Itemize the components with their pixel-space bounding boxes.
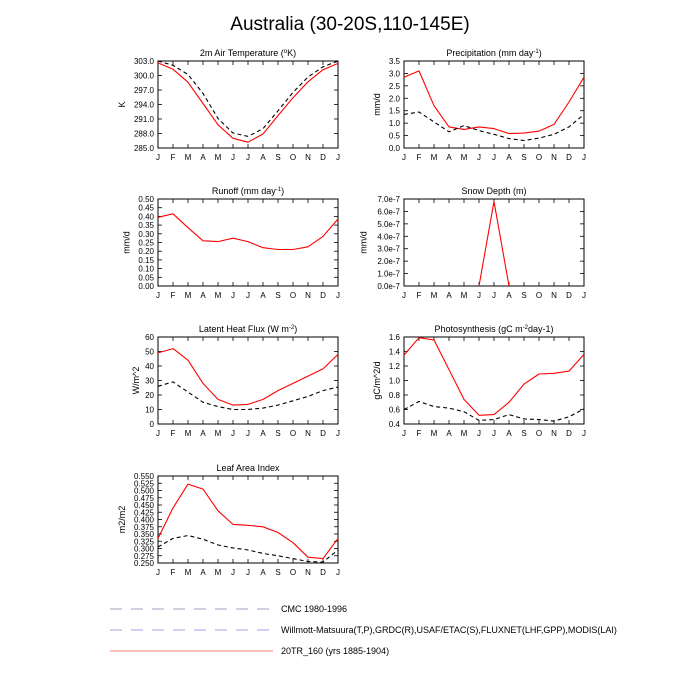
y-tick-label: 3.0 bbox=[388, 69, 400, 79]
x-tick-label: J bbox=[246, 429, 250, 438]
y-tick-label: 0.4 bbox=[388, 420, 400, 429]
x-tick-label: A bbox=[506, 429, 512, 438]
y-tick-label: 0.400 bbox=[133, 515, 154, 525]
observed-series-line bbox=[404, 402, 584, 422]
x-tick-label: D bbox=[320, 568, 326, 577]
x-tick-label: J bbox=[246, 291, 250, 300]
x-tick-label: J bbox=[402, 429, 406, 438]
y-tick-label: 1.0e-7 bbox=[377, 269, 400, 279]
x-tick-label: J bbox=[156, 429, 160, 438]
x-tick-label: D bbox=[320, 153, 326, 162]
y-tick-label: 1.0 bbox=[388, 376, 400, 386]
x-tick-label: J bbox=[492, 291, 496, 300]
y-tick-label: 0.35 bbox=[138, 221, 154, 231]
plot-frame bbox=[404, 199, 584, 286]
x-tick-label: J bbox=[582, 291, 586, 300]
observed-series-line bbox=[158, 536, 338, 563]
y-tick-label: 1.2 bbox=[388, 362, 400, 371]
x-tick-label: J bbox=[336, 153, 340, 162]
model-series-line bbox=[479, 202, 509, 287]
y-tick-label: 303.0 bbox=[133, 57, 154, 66]
x-tick-label: M bbox=[214, 153, 222, 162]
x-tick-label: D bbox=[566, 429, 572, 438]
plot-frame bbox=[158, 61, 338, 148]
legend-label-1: CMC 1980-1996 bbox=[281, 604, 348, 614]
x-tick-label: A bbox=[260, 429, 266, 438]
y-tick-label: 7.0e-7 bbox=[377, 195, 400, 204]
y-tick-label: 0.300 bbox=[133, 544, 154, 554]
x-tick-label: M bbox=[214, 291, 222, 300]
y-tick-label: 294.0 bbox=[133, 100, 154, 110]
y-tick-label: 300.0 bbox=[133, 71, 154, 81]
legend-label-3: 20TR_160 (yrs 1885-1904) bbox=[281, 646, 390, 656]
figure-title: Australia (30-20S,110-145E) bbox=[230, 14, 470, 35]
x-tick-label: J bbox=[336, 429, 340, 438]
y-tick-label: 60 bbox=[145, 333, 154, 342]
y-tick-label: 297.0 bbox=[133, 86, 154, 95]
panel-title: Precipitation (mm day$^{-1}$) bbox=[446, 48, 542, 58]
x-tick-label: A bbox=[200, 153, 206, 162]
x-tick-label: M bbox=[184, 153, 192, 162]
y-tick-label: 0.450 bbox=[133, 501, 154, 510]
x-tick-label: J bbox=[336, 568, 340, 577]
y-tick-label: 30 bbox=[145, 376, 154, 386]
x-tick-label: N bbox=[305, 153, 311, 162]
y-tick-label: 0.40 bbox=[138, 212, 154, 222]
x-tick-label: J bbox=[156, 153, 160, 162]
y-tick-label: 0.10 bbox=[138, 264, 154, 274]
x-tick-label: M bbox=[184, 291, 192, 300]
x-tick-label: O bbox=[289, 153, 297, 162]
x-tick-label: D bbox=[320, 291, 326, 300]
y-tick-label: 2.0 bbox=[388, 94, 400, 104]
x-tick-label: F bbox=[416, 153, 422, 162]
x-tick-label: M bbox=[430, 291, 438, 300]
x-tick-label: A bbox=[260, 291, 266, 300]
x-tick-label: F bbox=[170, 568, 176, 577]
x-tick-label: A bbox=[446, 153, 452, 162]
x-tick-label: M bbox=[214, 429, 222, 438]
x-tick-label: S bbox=[521, 429, 527, 438]
y-tick-label: 0.550 bbox=[133, 472, 154, 481]
y-tick-label: 1.6 bbox=[388, 333, 400, 342]
y-axis-label: gC/m^2/d bbox=[372, 361, 383, 400]
y-tick-label: 0.05 bbox=[138, 273, 154, 283]
x-tick-label: S bbox=[275, 429, 281, 438]
x-tick-label: J bbox=[246, 568, 250, 577]
x-tick-label: M bbox=[184, 429, 192, 438]
x-tick-label: J bbox=[477, 429, 481, 438]
panel-title: 2m Air Temperature ($^o$K) bbox=[199, 48, 297, 58]
x-tick-label: O bbox=[289, 429, 297, 438]
y-tick-label: 1.4 bbox=[388, 347, 400, 357]
y-tick-label: 0.375 bbox=[133, 522, 154, 532]
plot-frame bbox=[404, 61, 584, 148]
y-tick-label: 0.275 bbox=[133, 551, 154, 561]
plot-frame bbox=[404, 337, 584, 424]
y-tick-label: 10 bbox=[145, 405, 154, 415]
x-tick-label: D bbox=[566, 291, 572, 300]
y-tick-label: 0 bbox=[149, 420, 154, 429]
y-tick-label: 0.525 bbox=[133, 479, 154, 489]
y-tick-label: 0.00 bbox=[138, 282, 154, 291]
x-tick-label: O bbox=[535, 429, 543, 438]
chart-panel-5 bbox=[131, 324, 340, 438]
x-tick-label: J bbox=[336, 291, 340, 300]
x-tick-label: O bbox=[535, 153, 543, 162]
y-tick-label: 0.5 bbox=[388, 131, 400, 141]
model-series-line bbox=[158, 349, 338, 406]
y-tick-label: 0.15 bbox=[138, 255, 154, 265]
chart-panel-2 bbox=[372, 48, 586, 162]
y-axis-label: mm/d bbox=[121, 231, 132, 254]
y-tick-label: 0.8 bbox=[388, 391, 400, 400]
panel-title: Leaf Area Index bbox=[216, 463, 280, 473]
y-tick-label: 0.0 bbox=[388, 144, 400, 153]
y-tick-label: 0.425 bbox=[133, 508, 154, 518]
observed-series-line bbox=[404, 112, 584, 141]
model-series-line bbox=[404, 71, 584, 134]
chart-panels bbox=[117, 48, 586, 577]
x-tick-label: J bbox=[231, 568, 235, 577]
x-tick-label: O bbox=[289, 568, 297, 577]
x-tick-label: N bbox=[551, 429, 557, 438]
x-tick-label: J bbox=[231, 291, 235, 300]
observed-series-line bbox=[158, 382, 338, 410]
y-tick-label: 0.6 bbox=[388, 405, 400, 415]
chart-panel-1 bbox=[117, 48, 340, 162]
y-axis-label: mm/d bbox=[358, 231, 369, 254]
x-tick-label: M bbox=[430, 429, 438, 438]
panel-title: Latent Heat Flux (W $m^{-2}$) bbox=[198, 324, 298, 334]
x-tick-label: J bbox=[582, 153, 586, 162]
y-tick-label: 2.5 bbox=[388, 81, 400, 91]
legend bbox=[110, 604, 617, 656]
y-tick-label: 0.45 bbox=[138, 203, 154, 213]
y-tick-label: 0.325 bbox=[133, 537, 154, 547]
y-axis-label: mm/d bbox=[372, 93, 383, 116]
plot-frame bbox=[158, 199, 338, 286]
y-tick-label: 0.0e-7 bbox=[377, 282, 400, 291]
legend-label-2: Willmott-Matsuura(T,P),GRDC(R),USAF/ETAC(S),FLUXNET(LHF,GPP),MODIS(LAI) bbox=[281, 625, 617, 635]
x-tick-label: J bbox=[156, 291, 160, 300]
y-tick-label: 285.0 bbox=[133, 144, 154, 153]
y-tick-label: 20 bbox=[145, 391, 154, 400]
y-tick-label: 288.0 bbox=[133, 129, 154, 139]
x-tick-label: F bbox=[170, 291, 176, 300]
x-tick-label: J bbox=[231, 153, 235, 162]
x-tick-label: M bbox=[184, 568, 192, 577]
plot-frame bbox=[158, 337, 338, 424]
panel-title: Photosynthesis (gC $m^{-2}day-1$) bbox=[434, 324, 554, 334]
y-tick-label: 0.475 bbox=[133, 493, 154, 503]
x-tick-label: A bbox=[446, 291, 452, 300]
y-tick-label: 0.250 bbox=[133, 559, 154, 568]
x-tick-label: S bbox=[275, 568, 281, 577]
x-tick-label: S bbox=[275, 153, 281, 162]
x-tick-label: J bbox=[402, 291, 406, 300]
y-tick-label: 2.0e-7 bbox=[377, 257, 400, 267]
x-tick-label: D bbox=[566, 153, 572, 162]
x-tick-label: F bbox=[416, 429, 422, 438]
y-axis-label: K bbox=[117, 101, 127, 108]
x-tick-label: M bbox=[214, 568, 222, 577]
x-tick-label: A bbox=[446, 429, 452, 438]
x-tick-label: F bbox=[170, 429, 176, 438]
panel-title: Runoff (mm day$^{-1}$) bbox=[211, 186, 285, 196]
x-tick-label: O bbox=[535, 291, 543, 300]
y-tick-label: 0.50 bbox=[138, 195, 154, 204]
y-tick-label: 0.25 bbox=[138, 238, 154, 248]
x-tick-label: N bbox=[551, 153, 557, 162]
x-tick-label: N bbox=[305, 291, 311, 300]
panel-title: Snow Depth (m) bbox=[461, 186, 527, 196]
x-tick-label: A bbox=[200, 568, 206, 577]
x-tick-label: O bbox=[289, 291, 297, 300]
x-tick-label: J bbox=[156, 568, 160, 577]
x-tick-label: D bbox=[320, 429, 326, 438]
y-tick-label: 1.0 bbox=[388, 119, 400, 129]
x-tick-label: S bbox=[521, 153, 527, 162]
x-tick-label: N bbox=[551, 291, 557, 300]
x-tick-label: J bbox=[402, 153, 406, 162]
y-axis-label: m2/m2 bbox=[117, 505, 127, 534]
chart-panel-6 bbox=[372, 324, 586, 438]
x-tick-label: F bbox=[416, 291, 422, 300]
y-tick-label: 1.5 bbox=[388, 106, 400, 116]
model-series-line bbox=[404, 338, 584, 416]
x-tick-label: J bbox=[246, 153, 250, 162]
y-tick-label: 4.0e-7 bbox=[377, 232, 400, 242]
chart-panel-7 bbox=[117, 463, 340, 577]
y-tick-label: 5.0e-7 bbox=[377, 219, 400, 229]
y-tick-label: 3.0e-7 bbox=[377, 244, 400, 254]
x-tick-label: J bbox=[477, 153, 481, 162]
x-tick-label: M bbox=[460, 429, 468, 438]
x-tick-label: F bbox=[170, 153, 176, 162]
y-tick-label: 3.5 bbox=[388, 57, 400, 66]
observed-series-line bbox=[158, 61, 338, 136]
x-tick-label: J bbox=[492, 153, 496, 162]
y-tick-label: 0.500 bbox=[133, 486, 154, 496]
y-tick-label: 291.0 bbox=[133, 115, 154, 124]
y-tick-label: 6.0e-7 bbox=[377, 207, 400, 217]
x-tick-label: M bbox=[460, 153, 468, 162]
x-tick-label: A bbox=[260, 153, 266, 162]
y-tick-label: 0.20 bbox=[138, 247, 154, 257]
x-tick-label: J bbox=[231, 429, 235, 438]
y-tick-label: 0.350 bbox=[133, 530, 154, 539]
model-series-line bbox=[158, 484, 338, 558]
x-tick-label: M bbox=[430, 153, 438, 162]
x-tick-label: M bbox=[460, 291, 468, 300]
x-tick-label: N bbox=[305, 568, 311, 577]
y-tick-label: 50 bbox=[145, 347, 154, 357]
y-axis-label: W/m^2 bbox=[130, 366, 141, 395]
x-tick-label: A bbox=[260, 568, 266, 577]
chart-panel-4 bbox=[358, 186, 586, 300]
x-tick-label: J bbox=[582, 429, 586, 438]
x-tick-label: A bbox=[200, 291, 206, 300]
x-tick-label: S bbox=[275, 291, 281, 300]
x-tick-label: J bbox=[477, 291, 481, 300]
chart-panel-3 bbox=[122, 186, 340, 300]
model-series-line bbox=[158, 214, 338, 250]
x-tick-label: N bbox=[305, 429, 311, 438]
y-tick-label: 0.30 bbox=[138, 229, 154, 239]
x-tick-label: J bbox=[492, 429, 496, 438]
x-tick-label: A bbox=[506, 153, 512, 162]
y-tick-label: 40 bbox=[145, 362, 154, 371]
x-tick-label: A bbox=[506, 291, 512, 300]
x-tick-label: A bbox=[200, 429, 206, 438]
x-tick-label: S bbox=[521, 291, 527, 300]
